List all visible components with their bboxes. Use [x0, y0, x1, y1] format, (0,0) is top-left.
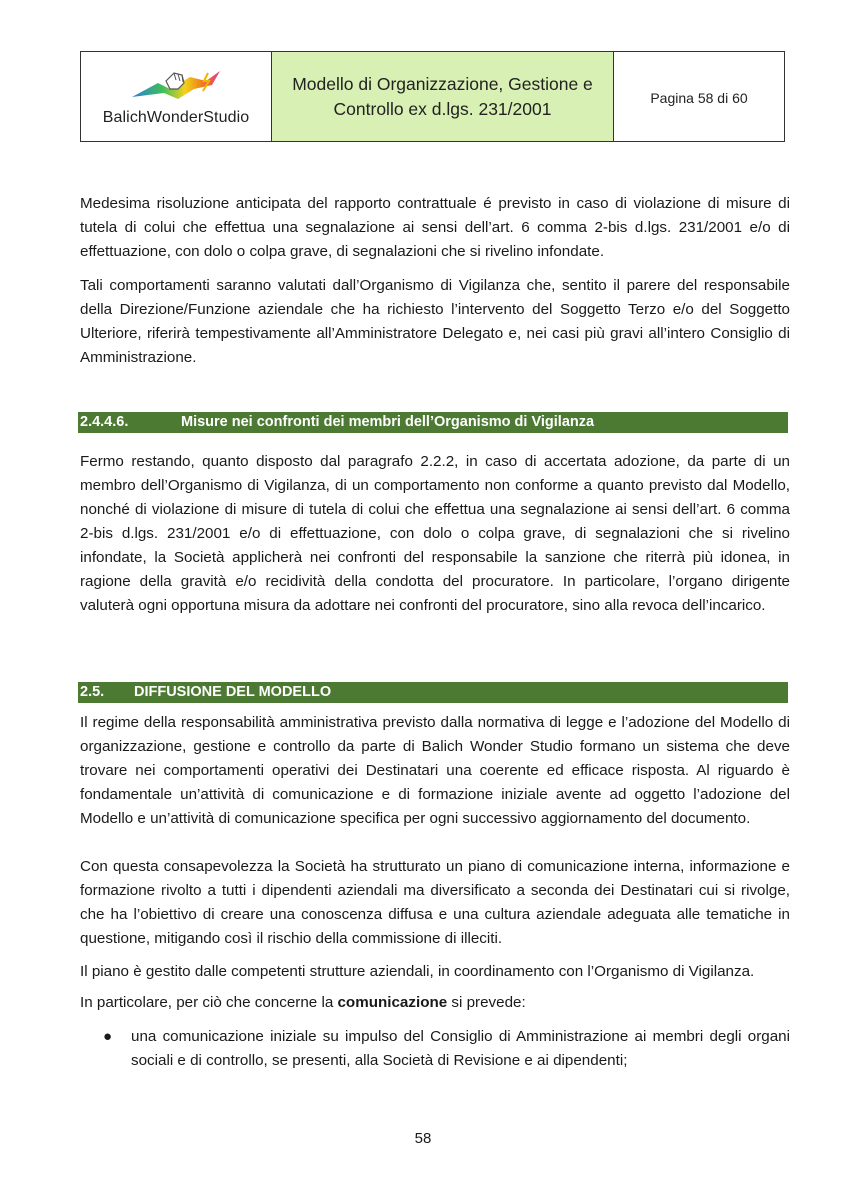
- section-title: Misure nei confronti dei membri dell’Organismo di Vigilanza: [181, 414, 595, 430]
- page-label: Pagina 58 di 60: [650, 90, 748, 106]
- paragraph-4-text: Il regime della responsabilità amministrativa previsto dalla normativa di legge e l’adozione del Modello di organizzazione, gestione e controllo da parte di Balich Wonder Studio formano un sistema che deve trovare nei comportamenti operativi dei Destinatari una coerente ed efficace risposta. Al riguardo è fondamentale un’attività di comunicazione e di formazione iniziale avente ad oggetto l’adozione del Modello e un’attività di comunicazione specifica per ogni successivo aggiornamento del documento.: [80, 714, 790, 827]
- paragraph-3: [80, 450, 790, 618]
- document-header: [80, 51, 785, 142]
- title-line-2: Controllo ex d.lgs. 231/2001: [333, 98, 552, 119]
- paragraph-5-text: Con questa consapevolezza la Società ha strutturato un piano di comunicazione interna, informazione e formazione rivolto a tutti i dipendenti aziendali ma diversificato a seconda dei Destinatari cui si rivolge, che ha l’obiettivo di creare una conoscenza diffusa e una cultura aziendale adeguata alle tematiche in questione, mitigando così il rischio della commissione di illeciti.: [80, 858, 790, 947]
- document-title: [272, 52, 614, 141]
- paragraph-7: [80, 991, 790, 1015]
- list-item: [103, 1025, 790, 1073]
- paragraph-4: [80, 711, 790, 831]
- title-line-1: Modello di Organizzazione, Gestione e: [292, 73, 593, 94]
- p7-before: In particolare, per ciò che concerne la: [80, 994, 338, 1011]
- page-number: 58: [414, 1130, 432, 1147]
- logo-cell: [81, 52, 272, 141]
- paragraph-2-text: Tali comportamenti saranno valutati dall’Organismo di Vigilanza che, sentito il parere del responsabile della Direzione/Funzione aziendale che ha richiesto l’intervento del Soggetto Terzo e/o del Soggetto Ulteriore, riferirà tempestivamente all’Amministratore Delegato e, nei casi più gravi all’intero Consiglio di Amministrazione.: [80, 277, 790, 366]
- section-number: 2.5.: [80, 684, 105, 700]
- paragraph-1-text: Medesima risoluzione anticipata del rapporto contrattuale é previsto in caso di violazione di misure di tutela di colui che effettua una segnalazione ai sensi dell’art. 6 comma 2-bis d.lgs. 231/2001 e/o di effettuazione, con dolo o colpa grave, di segnalazioni che si rivelino infondate.: [80, 195, 790, 260]
- paragraph-5: [80, 855, 790, 951]
- balich-logo-icon: [130, 67, 222, 107]
- list-item-text: una comunicazione iniziale su impulso del Consiglio di Amministrazione ai membri degli organi sociali e di controllo, se presenti, alla Società di Revisione e ai dipendenti;: [131, 1028, 790, 1069]
- section-heading-2-5: [78, 682, 788, 703]
- paragraph-1: [80, 192, 790, 264]
- paragraph-6-text: Il piano è gestito dalle competenti strutture aziendali, in coordinamento con l’Organismo di Vigilanza.: [80, 963, 755, 980]
- logo-text: BalichWonderStudio: [102, 108, 250, 126]
- paragraph-2: [80, 274, 790, 370]
- p7-after: si prevede:: [447, 994, 526, 1011]
- paragraph-7-text: [80, 991, 790, 1015]
- p7-bold: comunicazione: [337, 994, 448, 1011]
- section-number: 2.4.4.6.: [80, 414, 129, 430]
- bullet-icon: ●: [103, 1028, 113, 1045]
- section-heading-2-4-4-6: [78, 412, 788, 433]
- page-indicator: [614, 52, 784, 141]
- paragraph-3-text: Fermo restando, quanto disposto dal paragrafo 2.2.2, in caso di accertata adozione, da parte di un membro dell’Organismo di Vigilanza, di un comportamento non conforme a quanto previsto dal Modello, nonché di violazione di misure di tutela di colui che effettua una segnalazione ai sensi dell’art. 6 comma 2-bis d.lgs. 231/2001 e/o di effettuazione, con dolo o colpa grave, di segnalazioni che si rivelino infondate, la Società applicherà nei confronti del responsabile la sanzione che riterrà più idonea, in ragione della gravità e/o recidività della condotta del procuratore. In particolare, l’organo dirigente valuterà ogni opportuna misura da adottare nei confronti del procuratore, sino alla revoca dell’incarico.: [80, 453, 790, 614]
- paragraph-6: [80, 960, 790, 984]
- section-title: DIFFUSIONE DEL MODELLO: [134, 684, 332, 700]
